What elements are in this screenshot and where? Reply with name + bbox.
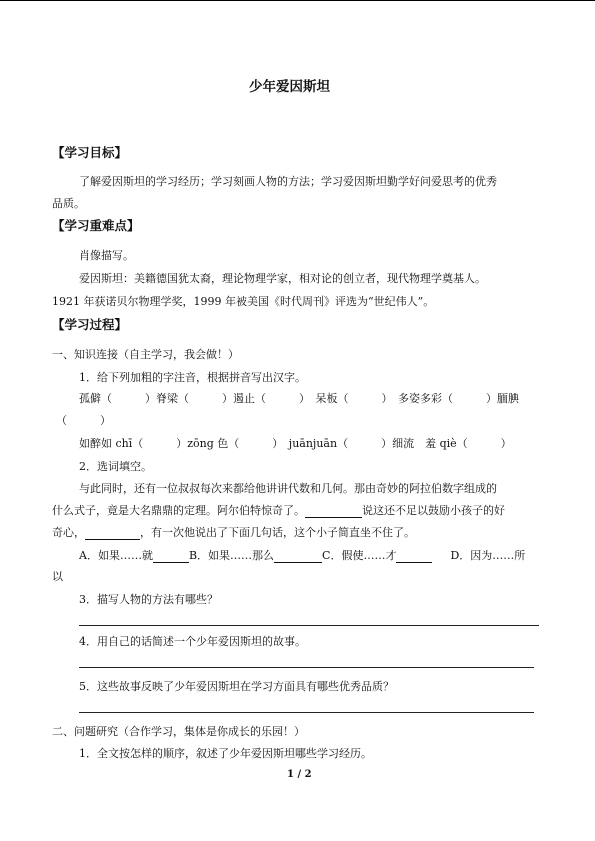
passage-line-2-text-b: 说这还不足以鼓励小孩子的好 xyxy=(362,504,505,517)
key-points-line-2: 爱因斯坦：美籍德国犹太裔，理论物理学家，相对论的创立者，现代物理学奠基人。 xyxy=(79,272,486,285)
question-2-passage-line-3 xyxy=(52,526,415,540)
key-points-line-1: 肖像描写。 xyxy=(79,249,134,262)
heading-key-points: 【学习重难点】 xyxy=(52,218,140,233)
option-b: B．如果……那么 xyxy=(188,549,275,562)
heading-process: 【学习过程】 xyxy=(52,317,128,332)
question-5: 5．这些故事反映了少年爱因斯坦在学习方面具有哪些优秀品质？ xyxy=(79,680,394,693)
part-1-title: 一、知识连接（自主学习，我会做！） xyxy=(52,348,239,361)
question-2-passage-line-1: 与此同时，还有一位叔叔每次来都给他讲讲代数和几何。那由奇妙的阿拉伯数字组成的 xyxy=(79,482,497,495)
option-d-continued: 以 xyxy=(52,570,63,583)
fill-blank-2[interactable] xyxy=(85,528,140,540)
option-a: A．如果……就 xyxy=(79,549,153,562)
part-2-question-1: 1．全文按怎样的顺序，叙述了少年爱因斯坦哪些学习经历。 xyxy=(79,747,372,760)
goals-line-1: 了解爱因斯坦的学习经历；学习刻画人物的方法；学习爱因斯坦勤学好问爱思考的优秀 xyxy=(79,175,497,188)
option-a-blank[interactable] xyxy=(153,551,189,563)
page-number: 1 / 2 xyxy=(287,769,312,780)
question-2-passage-line-2 xyxy=(52,504,505,518)
option-d: D．因为……所 xyxy=(450,549,526,562)
question-1-row-2: 如醉如 chī（ ）zōng 色（ ） juānjuān（ ）细流 羞 qiè（ ） xyxy=(79,437,512,450)
question-3: 3．描写人物的方法有哪些？ xyxy=(79,593,218,606)
heading-goals: 【学习目标】 xyxy=(52,145,128,160)
passage-line-2-text-a: 什么式子，竟是大名鼎鼎的定理。阿尔伯特惊奇了。 xyxy=(52,504,305,517)
question-2-options xyxy=(79,549,525,563)
passage-line-3-text-a: 奇心， xyxy=(52,526,85,539)
question-1-row-1-continued: （ ） xyxy=(56,414,111,427)
fill-blank-1[interactable] xyxy=(305,506,362,518)
answer-line-q5[interactable] xyxy=(79,712,534,713)
answer-line-q3[interactable] xyxy=(79,625,539,626)
question-4: 4．用自己的话简述一个少年爱因斯坦的故事。 xyxy=(79,635,306,648)
option-c: C．假使……才 xyxy=(322,549,397,562)
document-title: 少年爱因斯坦 xyxy=(249,79,330,95)
option-c-blank[interactable] xyxy=(396,551,432,563)
goals-line-2: 品质。 xyxy=(52,197,85,210)
answer-line-q4[interactable] xyxy=(79,667,534,668)
question-2: 2．选词填空。 xyxy=(79,460,152,473)
question-1-row-1: 孤僻（ ）脊梁（ ）遏止（ ） 呆板（ ） 多姿多彩（ ）腼腆 xyxy=(79,392,519,405)
page-top-border xyxy=(0,0,595,1)
key-points-line-3: 1921 年获诺贝尔物理学奖，1999 年被美国《时代周刊》评选为“世纪伟人”。 xyxy=(52,295,435,308)
option-b-blank[interactable] xyxy=(274,551,322,563)
question-1: 1．给下列加粗的字注音，根据拼音写出汉字。 xyxy=(79,371,306,384)
part-2-title: 二、问题研究（合作学习，集体是你成长的乐园！） xyxy=(52,725,305,738)
passage-line-3-text-b: ，有一次他说出了下面几句话，这个小子简直坐不住了。 xyxy=(140,526,415,539)
